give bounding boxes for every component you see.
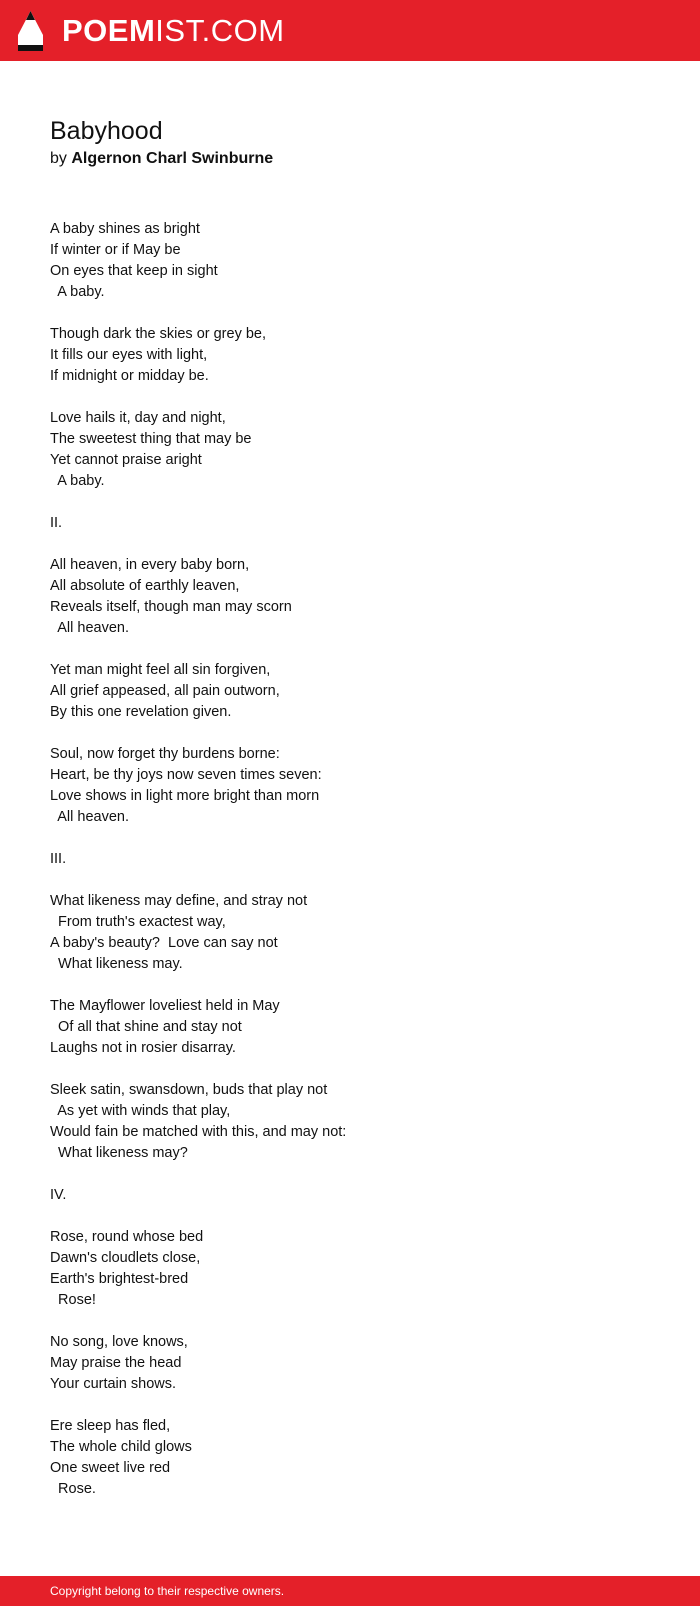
poem-line: II. xyxy=(50,515,63,531)
poem-line: Of all that shine and stay not xyxy=(50,1019,242,1035)
poem-line: Dawn's cloudlets close, xyxy=(50,1250,201,1266)
poem-stanza xyxy=(50,996,650,1059)
site-footer xyxy=(0,1576,700,1606)
poem-stanza xyxy=(50,744,650,828)
poem-line: Earth's brightest-bred xyxy=(50,1271,189,1287)
poem-line: A baby. xyxy=(50,284,105,300)
poem-line: Heart, be thy joys now seven times seven: xyxy=(50,767,322,783)
poem-line: A baby shines as bright xyxy=(50,221,200,237)
poem-line: It fills our eyes with light, xyxy=(50,347,208,363)
poem-line: All heaven. xyxy=(50,620,129,636)
poem-line: Rose. xyxy=(50,1481,96,1497)
poem-stanza xyxy=(50,849,650,870)
poem-line: On eyes that keep in sight xyxy=(50,263,218,279)
poem-line: One sweet live red xyxy=(50,1460,171,1476)
logo-wordmark-light: IST.COM xyxy=(155,13,285,48)
poem-line: What likeness may? xyxy=(50,1145,188,1161)
author-link[interactable]: Algernon Charl Swinburne xyxy=(71,150,274,167)
poem-stanza xyxy=(50,324,650,387)
poem-line: Sleek satin, swansdown, buds that play not xyxy=(50,1082,328,1098)
poem-line: Love hails it, day and night, xyxy=(50,410,226,426)
logo-wordmark-bold: POEM xyxy=(62,13,156,48)
poem-line: All absolute of earthly leaven, xyxy=(50,578,240,594)
poem-line: A baby. xyxy=(50,473,105,489)
poem-line: Laughs not in rosier disarray. xyxy=(50,1040,236,1056)
poem-line: By this one revelation given. xyxy=(50,704,232,720)
logo-wordmark xyxy=(62,12,285,50)
poem-line: Ere sleep has fled, xyxy=(50,1418,171,1434)
poem-stanza xyxy=(50,660,650,723)
copyright-text: Copyright belong to their respective owners. xyxy=(50,1584,285,1598)
poem-line: If midnight or midday be. xyxy=(50,368,209,384)
poem-line: The whole child glows xyxy=(50,1439,192,1455)
poem-line: May praise the head xyxy=(50,1355,182,1371)
poem-line: Yet man might feel all sin forgiven, xyxy=(50,662,271,678)
poem-stanza xyxy=(50,1227,650,1311)
poem-title: Babyhood xyxy=(50,117,163,145)
poem-line: Your curtain shows. xyxy=(50,1376,177,1392)
by-label: by xyxy=(50,150,67,167)
poem-line: All heaven. xyxy=(50,809,129,825)
poem-stanza xyxy=(50,1185,650,1206)
poem-line: Reveals itself, though man may scorn xyxy=(50,599,292,615)
poem-line: Rose, round whose bed xyxy=(50,1229,204,1245)
poem-line: Though dark the skies or grey be, xyxy=(50,326,267,342)
poem-line: III. xyxy=(50,851,67,867)
site-header xyxy=(0,0,700,61)
poem-line: What likeness may. xyxy=(50,956,183,972)
poem-line: All grief appeased, all pain outworn, xyxy=(50,683,280,699)
poem-line: Yet cannot praise aright xyxy=(50,452,202,468)
poem-stanza xyxy=(50,1416,650,1500)
poem-line: What likeness may define, and stray not xyxy=(50,893,308,909)
poem-line: A baby's beauty? Love can say not xyxy=(50,935,278,951)
poem-line: If winter or if May be xyxy=(50,242,181,258)
poem-stanza xyxy=(50,219,650,303)
poem-line: Would fain be matched with this, and may not: xyxy=(50,1124,347,1140)
poem-line: The sweetest thing that may be xyxy=(50,431,252,447)
poem-line: Rose! xyxy=(50,1292,96,1308)
poem-line: From truth's exactest way, xyxy=(50,914,226,930)
poem-line: The Mayflower loveliest held in May xyxy=(50,998,280,1014)
poem-line: No song, love knows, xyxy=(50,1334,188,1350)
poem-line: Soul, now forget thy burdens borne: xyxy=(50,746,280,762)
pencil-tip-icon xyxy=(18,11,43,51)
poem-stanza xyxy=(50,555,650,639)
poem-line: As yet with winds that play, xyxy=(50,1103,231,1119)
poem-line: IV. xyxy=(50,1187,67,1203)
poem-stanza xyxy=(50,513,650,534)
poem-body xyxy=(50,219,650,1521)
poem-stanza xyxy=(50,408,650,492)
poem-stanza xyxy=(50,891,650,975)
poem-line: Love shows in light more bright than morn xyxy=(50,788,320,804)
poem-byline xyxy=(50,148,273,170)
poem-line: All heaven, in every baby born, xyxy=(50,557,250,573)
poem-stanza xyxy=(50,1080,650,1164)
poem-stanza xyxy=(50,1332,650,1395)
